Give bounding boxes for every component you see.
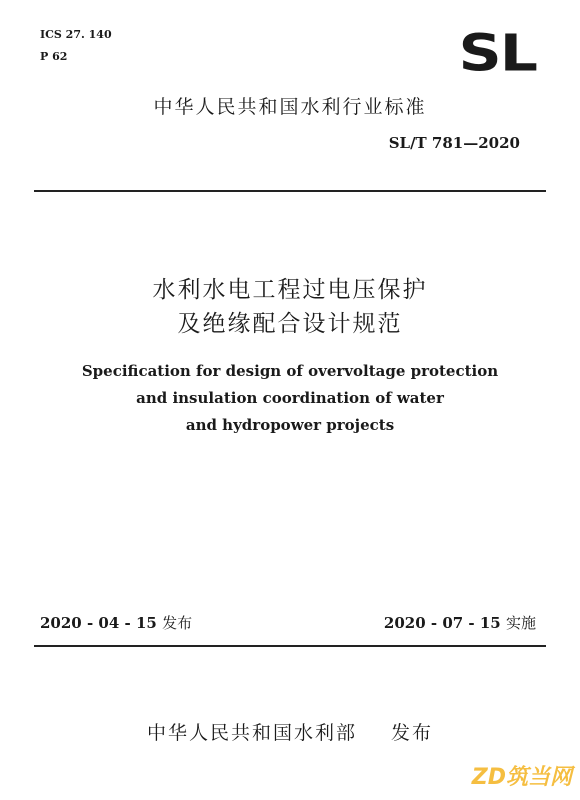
release-date: [40, 612, 192, 633]
ccs-code: P 62: [40, 50, 68, 63]
sl-logo: SL: [458, 23, 536, 84]
standard-code: SL/T 781—2020: [388, 134, 520, 152]
issuer-action: 发布: [391, 722, 434, 744]
issuer: [0, 718, 580, 745]
title-en-line2: and insulation coordination of water: [136, 389, 444, 407]
implement-date: [384, 612, 536, 633]
release-date-value: 2020 - 04 - 15: [40, 614, 157, 632]
title-en-line1: Specification for design of overvoltage protection: [81, 362, 499, 380]
standard-name: 中华人民共和国水利行业标准: [153, 96, 427, 118]
issuer-name: 中华人民共和国水利部: [146, 722, 357, 744]
title-cn-line2: 及绝缘配合设计规范: [177, 311, 403, 337]
ics-code: ICS 27. 140: [40, 28, 112, 41]
watermark-logo: ZD筑当网: [471, 765, 572, 790]
release-label: 发布: [162, 614, 193, 632]
bottom-divider: [34, 645, 546, 647]
implement-label: 实施: [505, 614, 536, 632]
title-cn-line1: 水利水电工程过电压保护: [152, 277, 428, 303]
top-divider: [34, 190, 546, 192]
implement-date-value: 2020 - 07 - 15: [383, 614, 501, 632]
title-en-line3: and hydropower projects: [185, 416, 395, 434]
